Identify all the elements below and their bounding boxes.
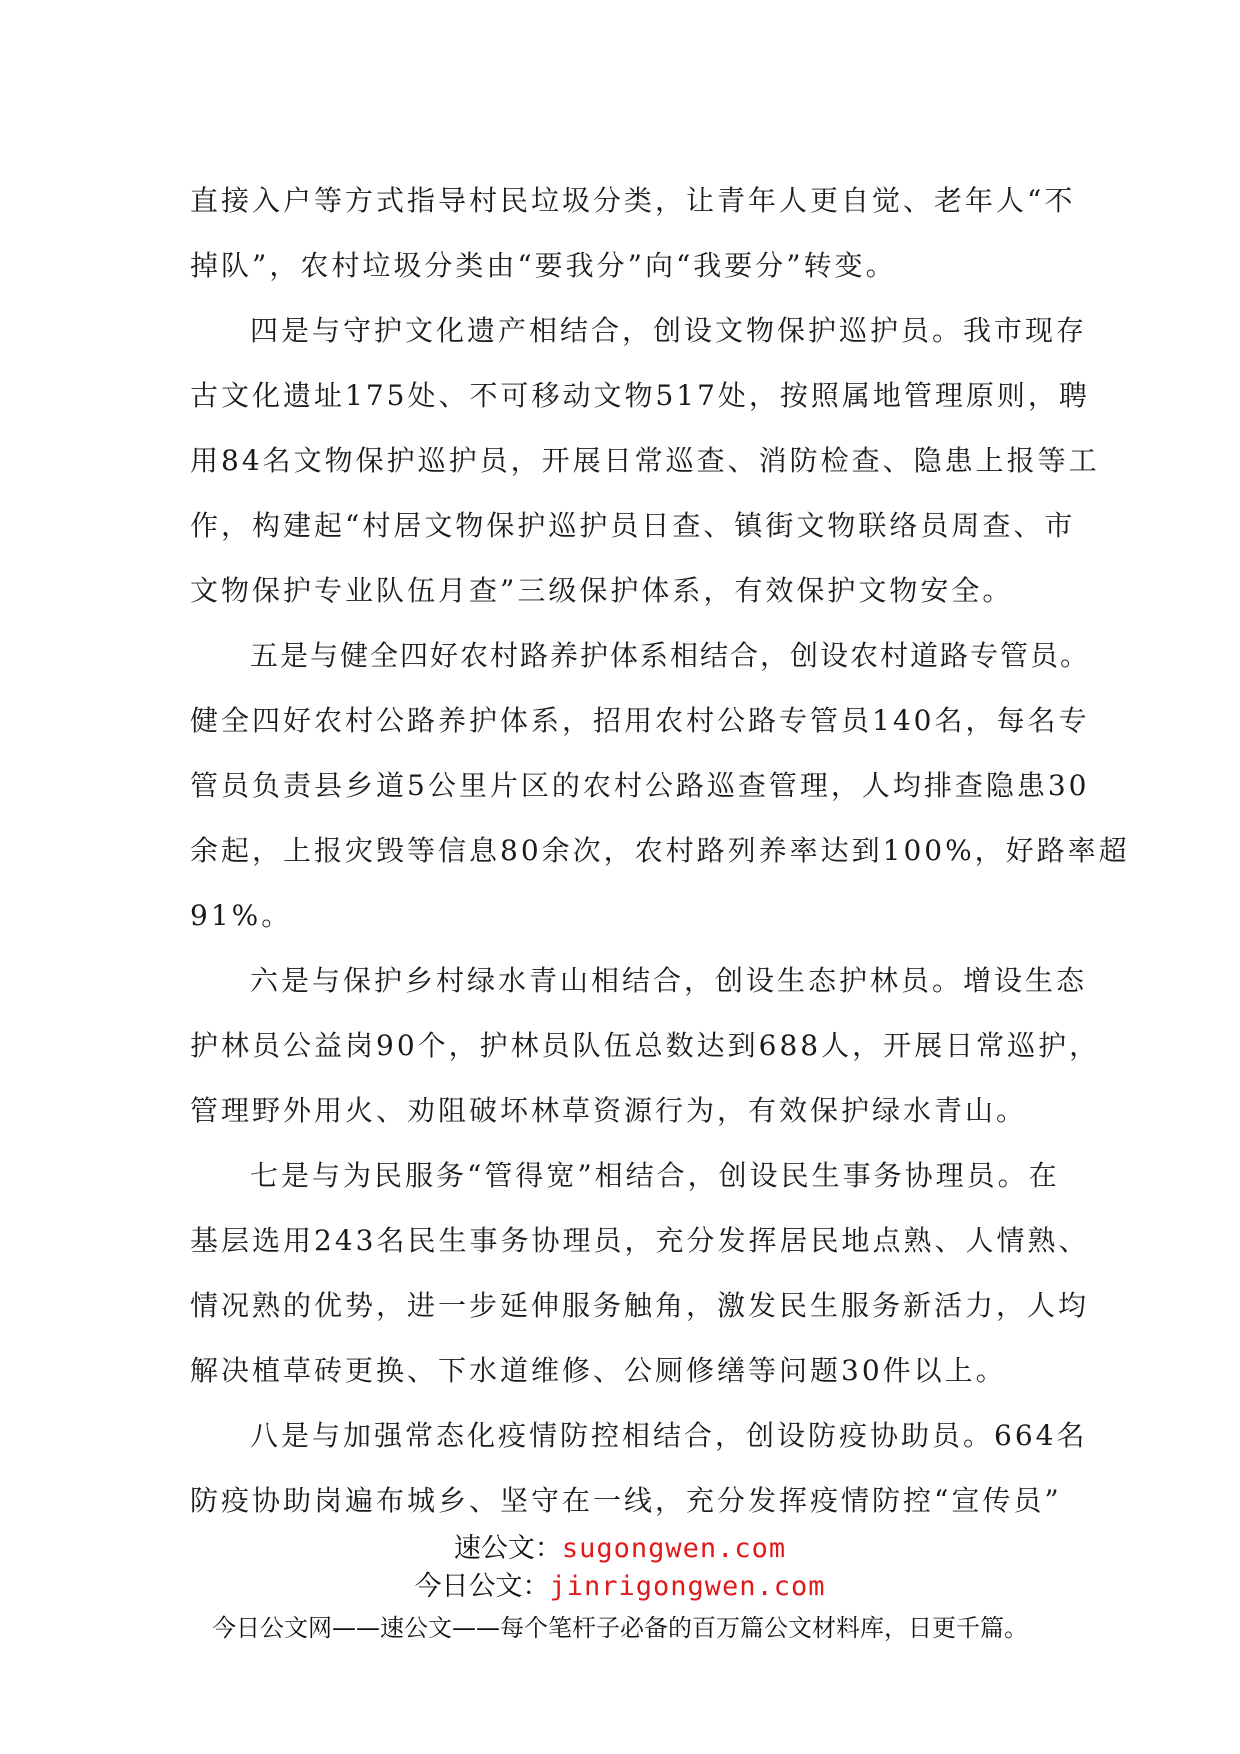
sugongwen-link[interactable]: sugongwen.com: [561, 1533, 787, 1564]
text-line: 健全四好农村公路养护体系，招用农村公路专管员140名，每名专: [190, 704, 1090, 737]
text-line: 文物保护专业队伍月查”三级保护体系，有效保护文物安全。: [190, 574, 1014, 607]
text-line: 古文化遗址175处、不可移动文物517处，按照属地管理原则，聘: [190, 379, 1090, 412]
text-line: 防疫协助岗遍布城乡、坚守在一线，充分发挥疫情防控“宣传员”: [190, 1484, 1062, 1517]
text-line: 解决植草砖更换、下水道维修、公厕修缮等问题30件以上。: [190, 1354, 1007, 1387]
text-line: 余起，上报灾毁等信息80余次，农村路列养率达到100%，好路率超: [190, 834, 1130, 867]
text-line: 管理野外用火、劝阻破坏林草资源行为，有效保护绿水青山。: [190, 1094, 1028, 1127]
paragraph-start-line: 八是与加强常态化疫情防控相结合，创设防疫协助员。664名: [250, 1419, 1088, 1452]
jinrigongwen-link[interactable]: jinrigongwen.com: [549, 1571, 826, 1602]
footer: [0, 1530, 1240, 1648]
footer-sugongwen-row: [0, 1530, 1240, 1568]
text-line: 护林员公益岗90个，护林员队伍总数达到688人，开展日常巡护，: [190, 1029, 1101, 1062]
footer-jinrigongwen-row: [0, 1568, 1240, 1606]
text-line: 管员负责县乡道5公里片区的农村公路巡查管理，人均排查隐患30: [190, 769, 1090, 802]
document-body: [190, 168, 1130, 1533]
paragraph-start-line: 六是与保护乡村绿水青山相结合，创设生态护林员。增设生态: [250, 964, 1088, 997]
text-line: 直接入户等方式指导村民垃圾分类，让青年人更自觉、老年人“不: [190, 184, 1076, 217]
footer-label: 今日公文：: [414, 1571, 550, 1602]
text-line: 掉队”，农村垃圾分类由“要我分”向“我要分”转变。: [190, 249, 897, 282]
text-line: 作，构建起“村居文物保护巡护员日查、镇街文物联络员周查、市: [190, 509, 1076, 542]
text-line: 用84名文物保护巡护员，开展日常巡查、消防检查、隐患上报等工: [190, 444, 1100, 477]
paragraph-start-line: 四是与守护文化遗产相结合，创设文物保护巡护员。我市现存: [250, 314, 1088, 347]
text-line: 基层选用243名民生事务协理员，充分发挥居民地点熟、人情熟、: [190, 1224, 1090, 1257]
text-line: 情况熟的优势，进一步延伸服务触角，激发民生服务新活力，人均: [190, 1289, 1090, 1322]
footer-label: 速公文：: [453, 1533, 562, 1564]
footer-slogan: 今日公文网——速公文——每个笔杆子必备的百万篇公文材料库，日更千篇。: [212, 1614, 1028, 1642]
paragraph-start-line: 七是与为民服务“管得宽”相结合，创设民生事务协理员。在: [250, 1159, 1060, 1192]
paragraph-start-line: 五是与健全四好农村路养护体系相结合，创设农村道路专管员。: [250, 639, 1091, 672]
text-line: 91%。: [190, 899, 293, 932]
